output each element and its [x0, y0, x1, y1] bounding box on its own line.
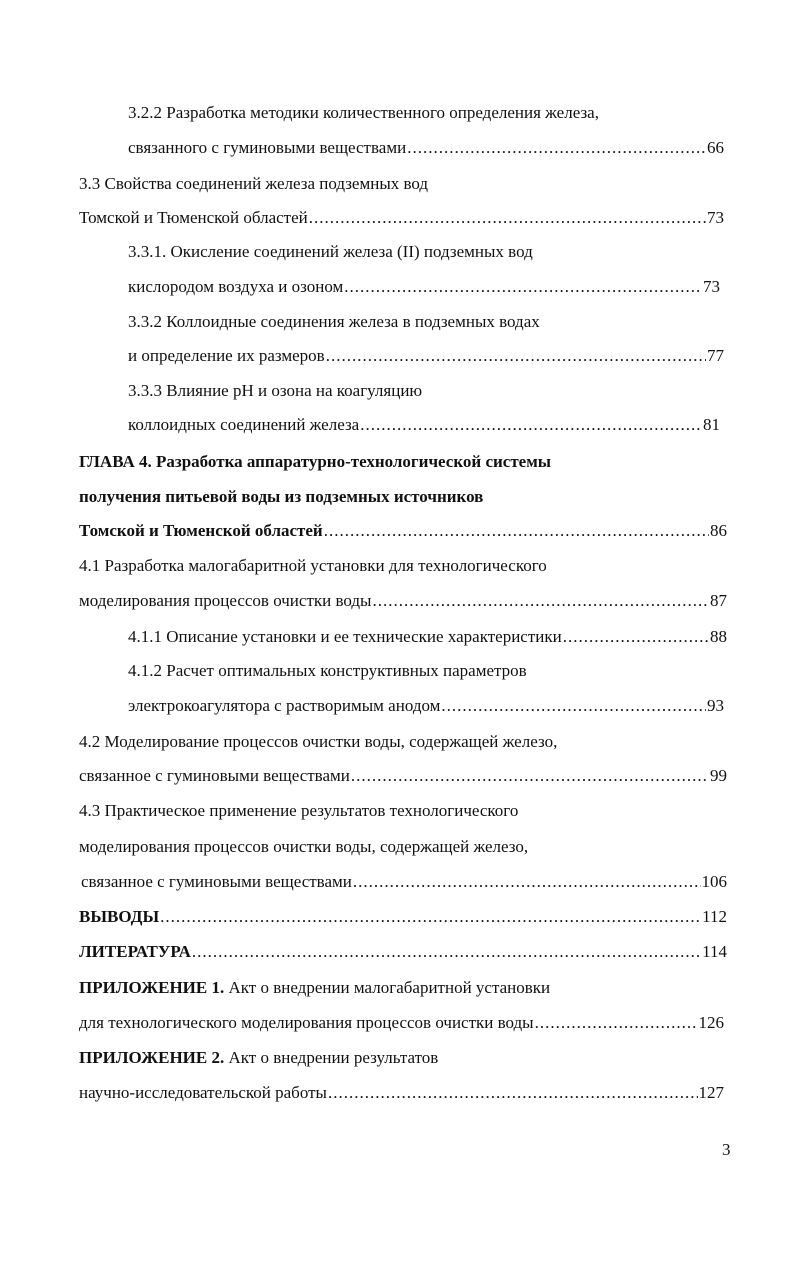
toc-text: 3.2.2 Разработка методики количественного определения железа, [128, 103, 599, 122]
toc-text: ГЛАВА 4. Разработка аппаратурно-технологической системы [79, 452, 552, 471]
toc-page-number: 81 [703, 415, 720, 434]
toc-line [79, 977, 550, 999]
toc-text: 4.3 Практическое применение результатов технологического [79, 801, 519, 820]
toc-text: 4.1.2 Расчет оптимальных конструктивных параметров [128, 661, 527, 680]
toc-text: Акт о внедрении результатов [228, 1048, 439, 1067]
toc-entry-title: и определение их размеров [128, 346, 325, 365]
toc-page-number: 86 [710, 521, 727, 540]
toc-page-number: 106 [701, 872, 727, 891]
toc-entry [79, 906, 727, 928]
toc-text: 3.3.2 Коллоидные соединения железа в подземных водах [128, 312, 540, 331]
toc-page-number: 88 [710, 627, 727, 646]
toc-entry [79, 520, 727, 542]
toc-chapter-heading [79, 486, 483, 508]
toc-appendix-label: ПРИЛОЖЕНИЕ 1. [79, 978, 225, 997]
toc-line [79, 173, 428, 195]
toc-entry-title: Томской и Тюменской областей [79, 521, 323, 540]
toc-page-number: 66 [707, 138, 724, 157]
toc-leader-dots [441, 695, 706, 717]
toc-line [128, 311, 540, 333]
toc-leader-dots [360, 414, 702, 436]
toc-leader-dots [535, 1012, 698, 1034]
toc-entry-title: научно-исследовательской работы [79, 1083, 327, 1102]
toc-page-number: 127 [698, 1083, 724, 1102]
toc-page-number: 93 [707, 696, 724, 715]
toc-line [79, 555, 547, 577]
toc-leader-dots [344, 276, 702, 298]
toc-appendix-label: ПРИЛОЖЕНИЕ 2. [79, 1048, 225, 1067]
toc-page-number: 112 [702, 907, 727, 926]
toc-line [79, 731, 557, 753]
toc-text: 4.1 Разработка малогабаритной установки для технологического [79, 556, 547, 575]
toc-entry [128, 345, 724, 367]
toc-entry-title: моделирования процессов очистки воды [79, 591, 372, 610]
toc-line [79, 800, 518, 822]
toc-page-number: 87 [710, 591, 727, 610]
toc-page-number: 114 [702, 942, 727, 961]
toc-leader-dots [351, 765, 709, 787]
toc-entry [128, 137, 724, 159]
toc-line [79, 836, 528, 858]
toc-entry-title: электрокоагулятора с растворимым анодом [128, 696, 441, 715]
toc-entry [128, 626, 727, 648]
toc-text: моделирования процессов очистки воды, содержащей железо, [79, 837, 529, 856]
toc-entry [79, 590, 727, 612]
toc-entry-title: связанное с гуминовыми веществами [81, 872, 352, 891]
toc-entry [79, 207, 724, 229]
toc-line [128, 380, 422, 402]
toc-entry [79, 765, 727, 787]
toc-leader-dots [328, 1082, 698, 1104]
toc-leader-dots [372, 590, 709, 612]
toc-page-number: 126 [698, 1013, 724, 1032]
toc-text: 4.2 Моделирование процессов очистки воды, содержащей железо, [79, 732, 558, 751]
toc-entry-title: кислородом воздуха и озоном [128, 277, 344, 296]
toc-entry [128, 695, 724, 717]
toc-entry [79, 1082, 724, 1104]
toc-leader-dots [309, 207, 706, 229]
toc-leader-dots [192, 941, 701, 963]
toc-page-number: 77 [707, 346, 724, 365]
page-number: 3 [722, 1140, 731, 1159]
toc-leader-dots [324, 520, 709, 542]
toc-leader-dots [407, 137, 706, 159]
toc-page-number: 73 [703, 277, 720, 296]
toc-leader-dots [563, 626, 709, 648]
toc-text: получения питьевой воды из подземных источников [79, 487, 484, 506]
toc-entry [128, 414, 720, 436]
toc-entry-title: коллоидных соединений железа [128, 415, 360, 434]
toc-text: 3.3.1. Окисление соединений железа (II) подземных вод [128, 242, 533, 261]
toc-line [79, 1047, 438, 1069]
toc-page-number: 99 [710, 766, 727, 785]
toc-line [128, 102, 599, 124]
toc-entry [79, 941, 727, 963]
toc-entry-title: ЛИТЕРАТУРА [79, 942, 191, 961]
toc-entry-title: связанного с гуминовыми веществами [128, 138, 407, 157]
toc-entry-title: Томской и Тюменской областей [79, 208, 308, 227]
toc-leader-dots [353, 871, 701, 893]
toc-chapter-heading [79, 451, 551, 473]
toc-line [128, 241, 533, 263]
toc-entry-title: связанное с гуминовыми веществами [79, 766, 350, 785]
toc-text: 3.3 Свойства соединений железа подземных вод [79, 174, 429, 193]
toc-entry [128, 276, 720, 298]
toc-entry-title: ВЫВОДЫ [79, 907, 160, 926]
toc-entry-title: 4.1.1 Описание установки и ее технические характеристики [128, 627, 562, 646]
toc-entry-title: для технологического моделирования процессов очистки воды [79, 1013, 534, 1032]
toc-line [128, 660, 527, 682]
toc-leader-dots [326, 345, 706, 367]
toc-text: 3.3.3 Влияние рН и озона на коагуляцию [128, 381, 423, 400]
toc-entry [79, 1012, 724, 1034]
toc-text: Акт о внедрении малогабаритной установки [228, 978, 551, 997]
toc-page-number: 73 [707, 208, 724, 227]
toc-leader-dots [160, 906, 701, 928]
toc-entry [81, 871, 727, 893]
